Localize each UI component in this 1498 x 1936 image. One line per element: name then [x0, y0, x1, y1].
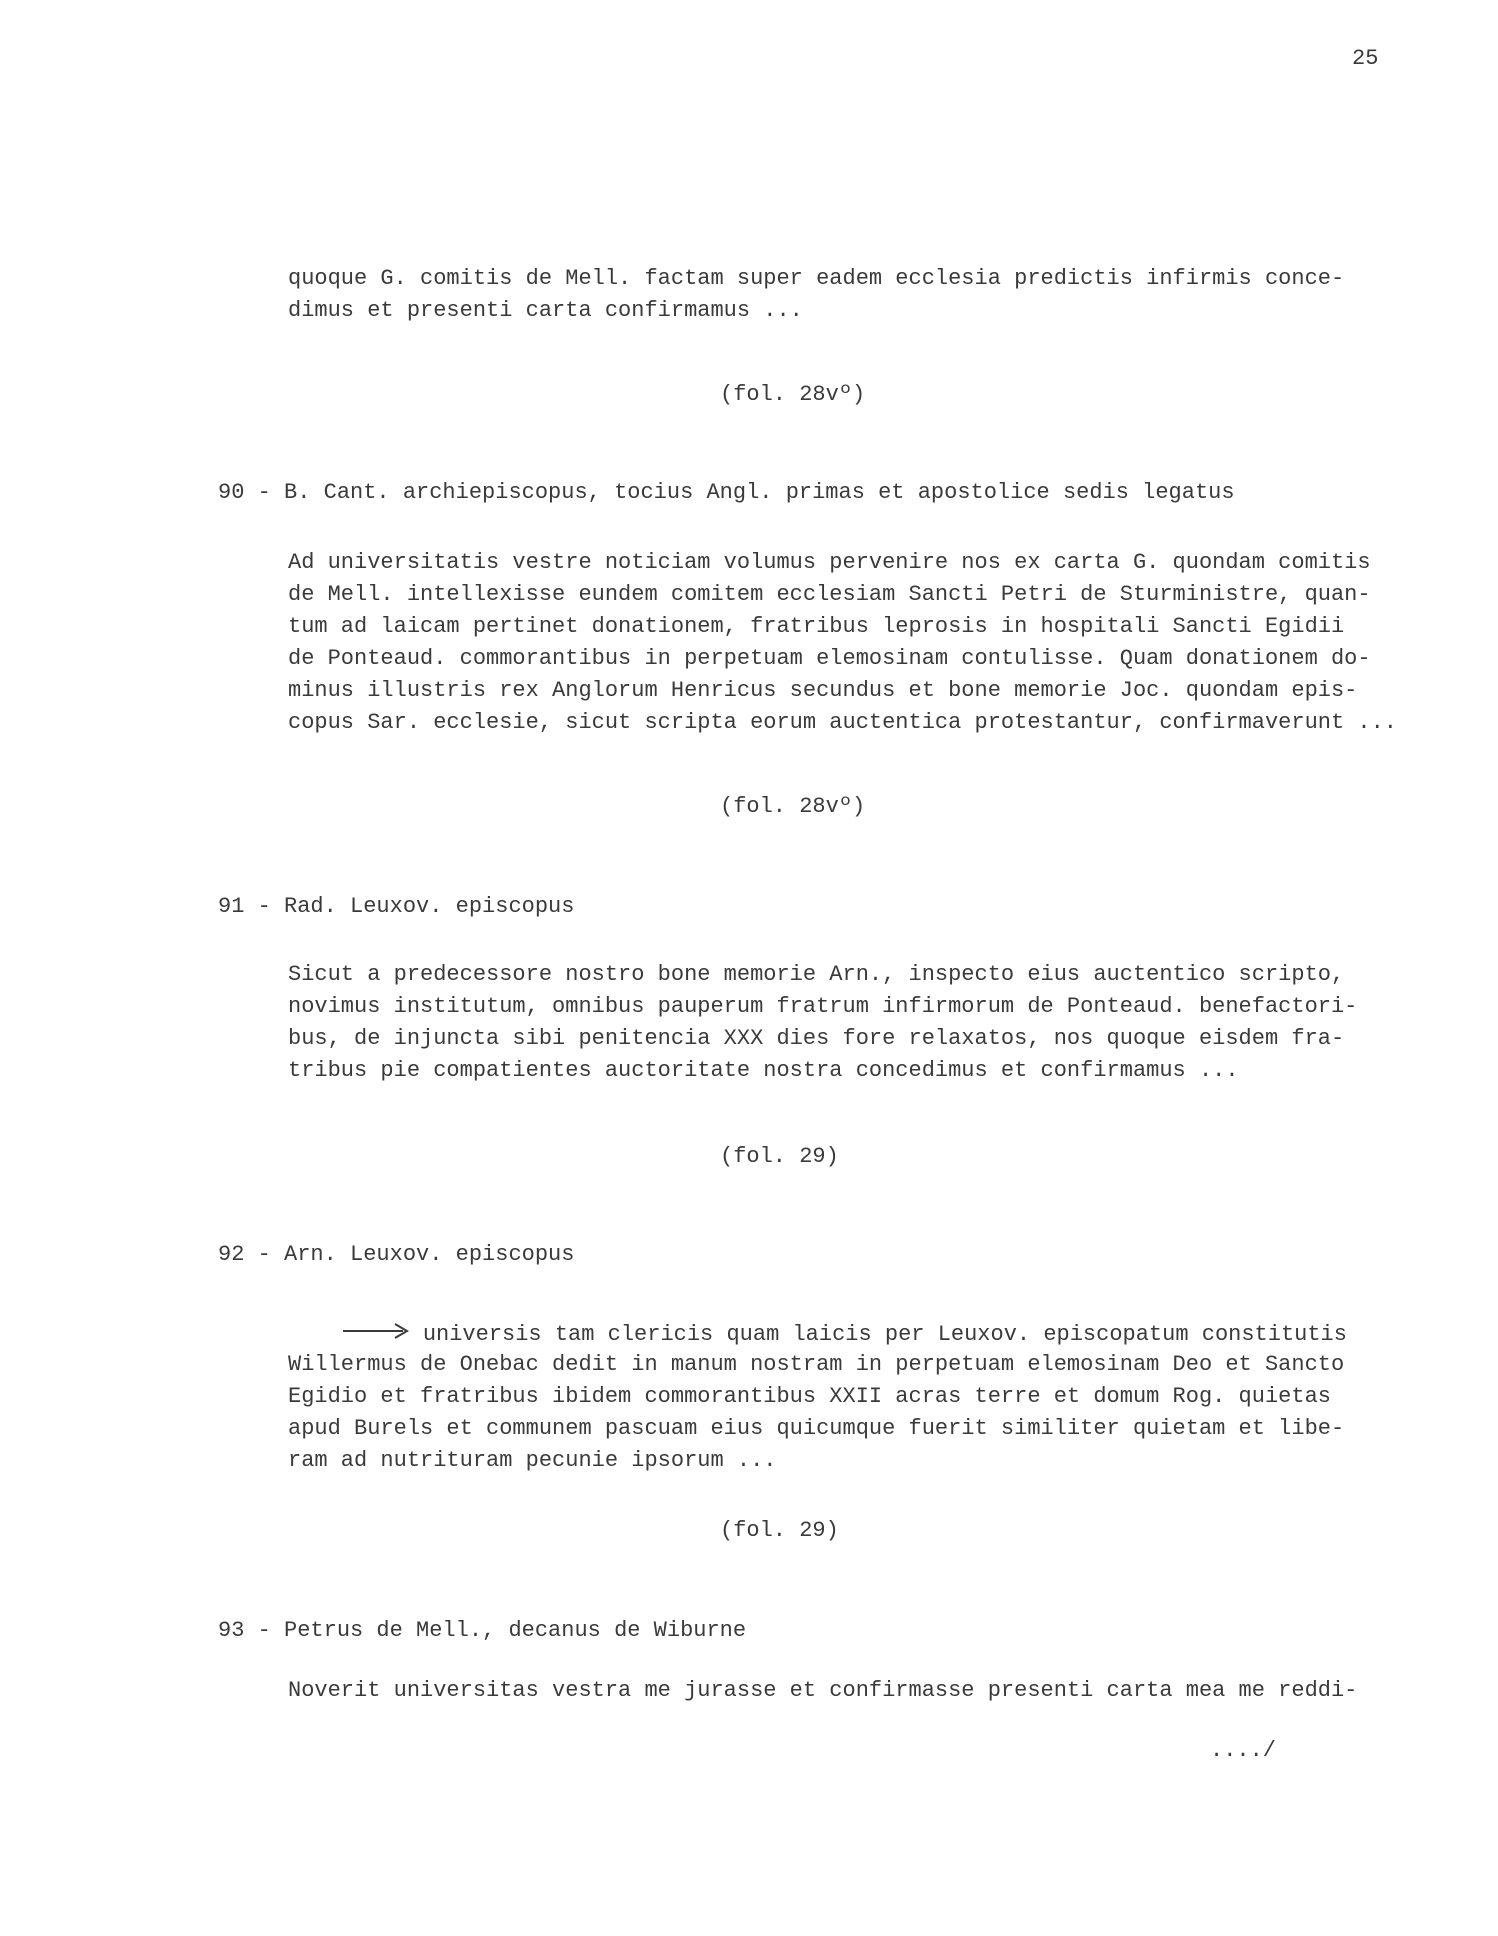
intro-line: quoque G. comitis de Mell. factam super eadem ecclesia predictis infirmis conce-	[288, 266, 1345, 291]
page-number: 25	[1352, 46, 1379, 71]
entry-91-line: novimus institutum, omnibus pauperum fratrum infirmorum de Ponteaud. benefactori-	[288, 994, 1358, 1019]
entry-92-line: apud Burels et communem pascuam eius quicumque fuerit similiter quietam et libe-	[288, 1416, 1345, 1441]
entry-90-line: tum ad laicam pertinet donationem, fratribus leprosis in hospitali Sancti Egidii	[288, 614, 1345, 639]
entry-90-line: de Ponteaud. commorantibus in perpetuam elemosinam contulisse. Quam donationem do-	[288, 646, 1371, 671]
entry-92-line: Willermus de Onebac dedit in manum nostram in perpetuam elemosinam Deo et Sancto	[288, 1352, 1345, 1377]
entry-heading-93: 93 - Petrus de Mell., decanus de Wiburne	[218, 1618, 747, 1643]
entry-91-line: bus, de injuncta sibi penitencia XXX dies fore relaxatos, nos quoque eisdem fra-	[288, 1026, 1345, 1051]
arrow-right-icon	[341, 1320, 413, 1340]
continued-mark: ..../	[1210, 1738, 1277, 1763]
folio-reference: (fol. 28vº)	[720, 794, 866, 819]
entry-heading-91: 91 - Rad. Leuxov. episcopus	[218, 894, 575, 919]
folio-reference: (fol. 29)	[720, 1144, 839, 1169]
entry-90-line: Ad universitatis vestre noticiam volumus pervenire nos ex carta G. quondam comitis	[288, 550, 1371, 575]
entry-91-line: tribus pie compatientes auctoritate nostra concedimus et confirmamus ...	[288, 1058, 1239, 1083]
address-text: universis tam clericis quam laicis per Leuxov. episcopatum constitutis	[422, 1322, 1347, 1347]
entry-heading-90: 90 - B. Cant. archiepiscopus, tocius Angl. primas et apostolice sedis legatus	[218, 480, 1235, 505]
folio-reference: (fol. 29)	[720, 1518, 839, 1543]
folio-reference: (fol. 28vº)	[720, 382, 866, 407]
entry-92-line: ram ad nutrituram pecunie ipsorum ...	[288, 1448, 777, 1473]
entry-90-line: de Mell. intellexisse eundem comitem ecclesiam Sancti Petri de Sturministre, quan-	[288, 582, 1371, 607]
entry-90-line: minus illustris rex Anglorum Henricus secundus et bone memorie Joc. quondam epis-	[288, 678, 1358, 703]
intro-line: dimus et presenti carta confirmamus ...	[288, 298, 803, 323]
entry-92-line: Egidio et fratribus ibidem commorantibus XXII acras terre et domum Rog. quietas	[288, 1384, 1331, 1409]
entry-90-line: copus Sar. ecclesie, sicut scripta eorum auctentica protestantur, confirmaverunt ...	[288, 710, 1397, 735]
entry-93-line: Noverit universitas vestra me jurasse et confirmasse presenti carta mea me reddi-	[288, 1678, 1358, 1703]
entry-91-line: Sicut a predecessore nostro bone memorie Arn., inspecto eius auctentico scripto,	[288, 962, 1345, 987]
entry-heading-92: 92 - Arn. Leuxov. episcopus	[218, 1242, 575, 1267]
